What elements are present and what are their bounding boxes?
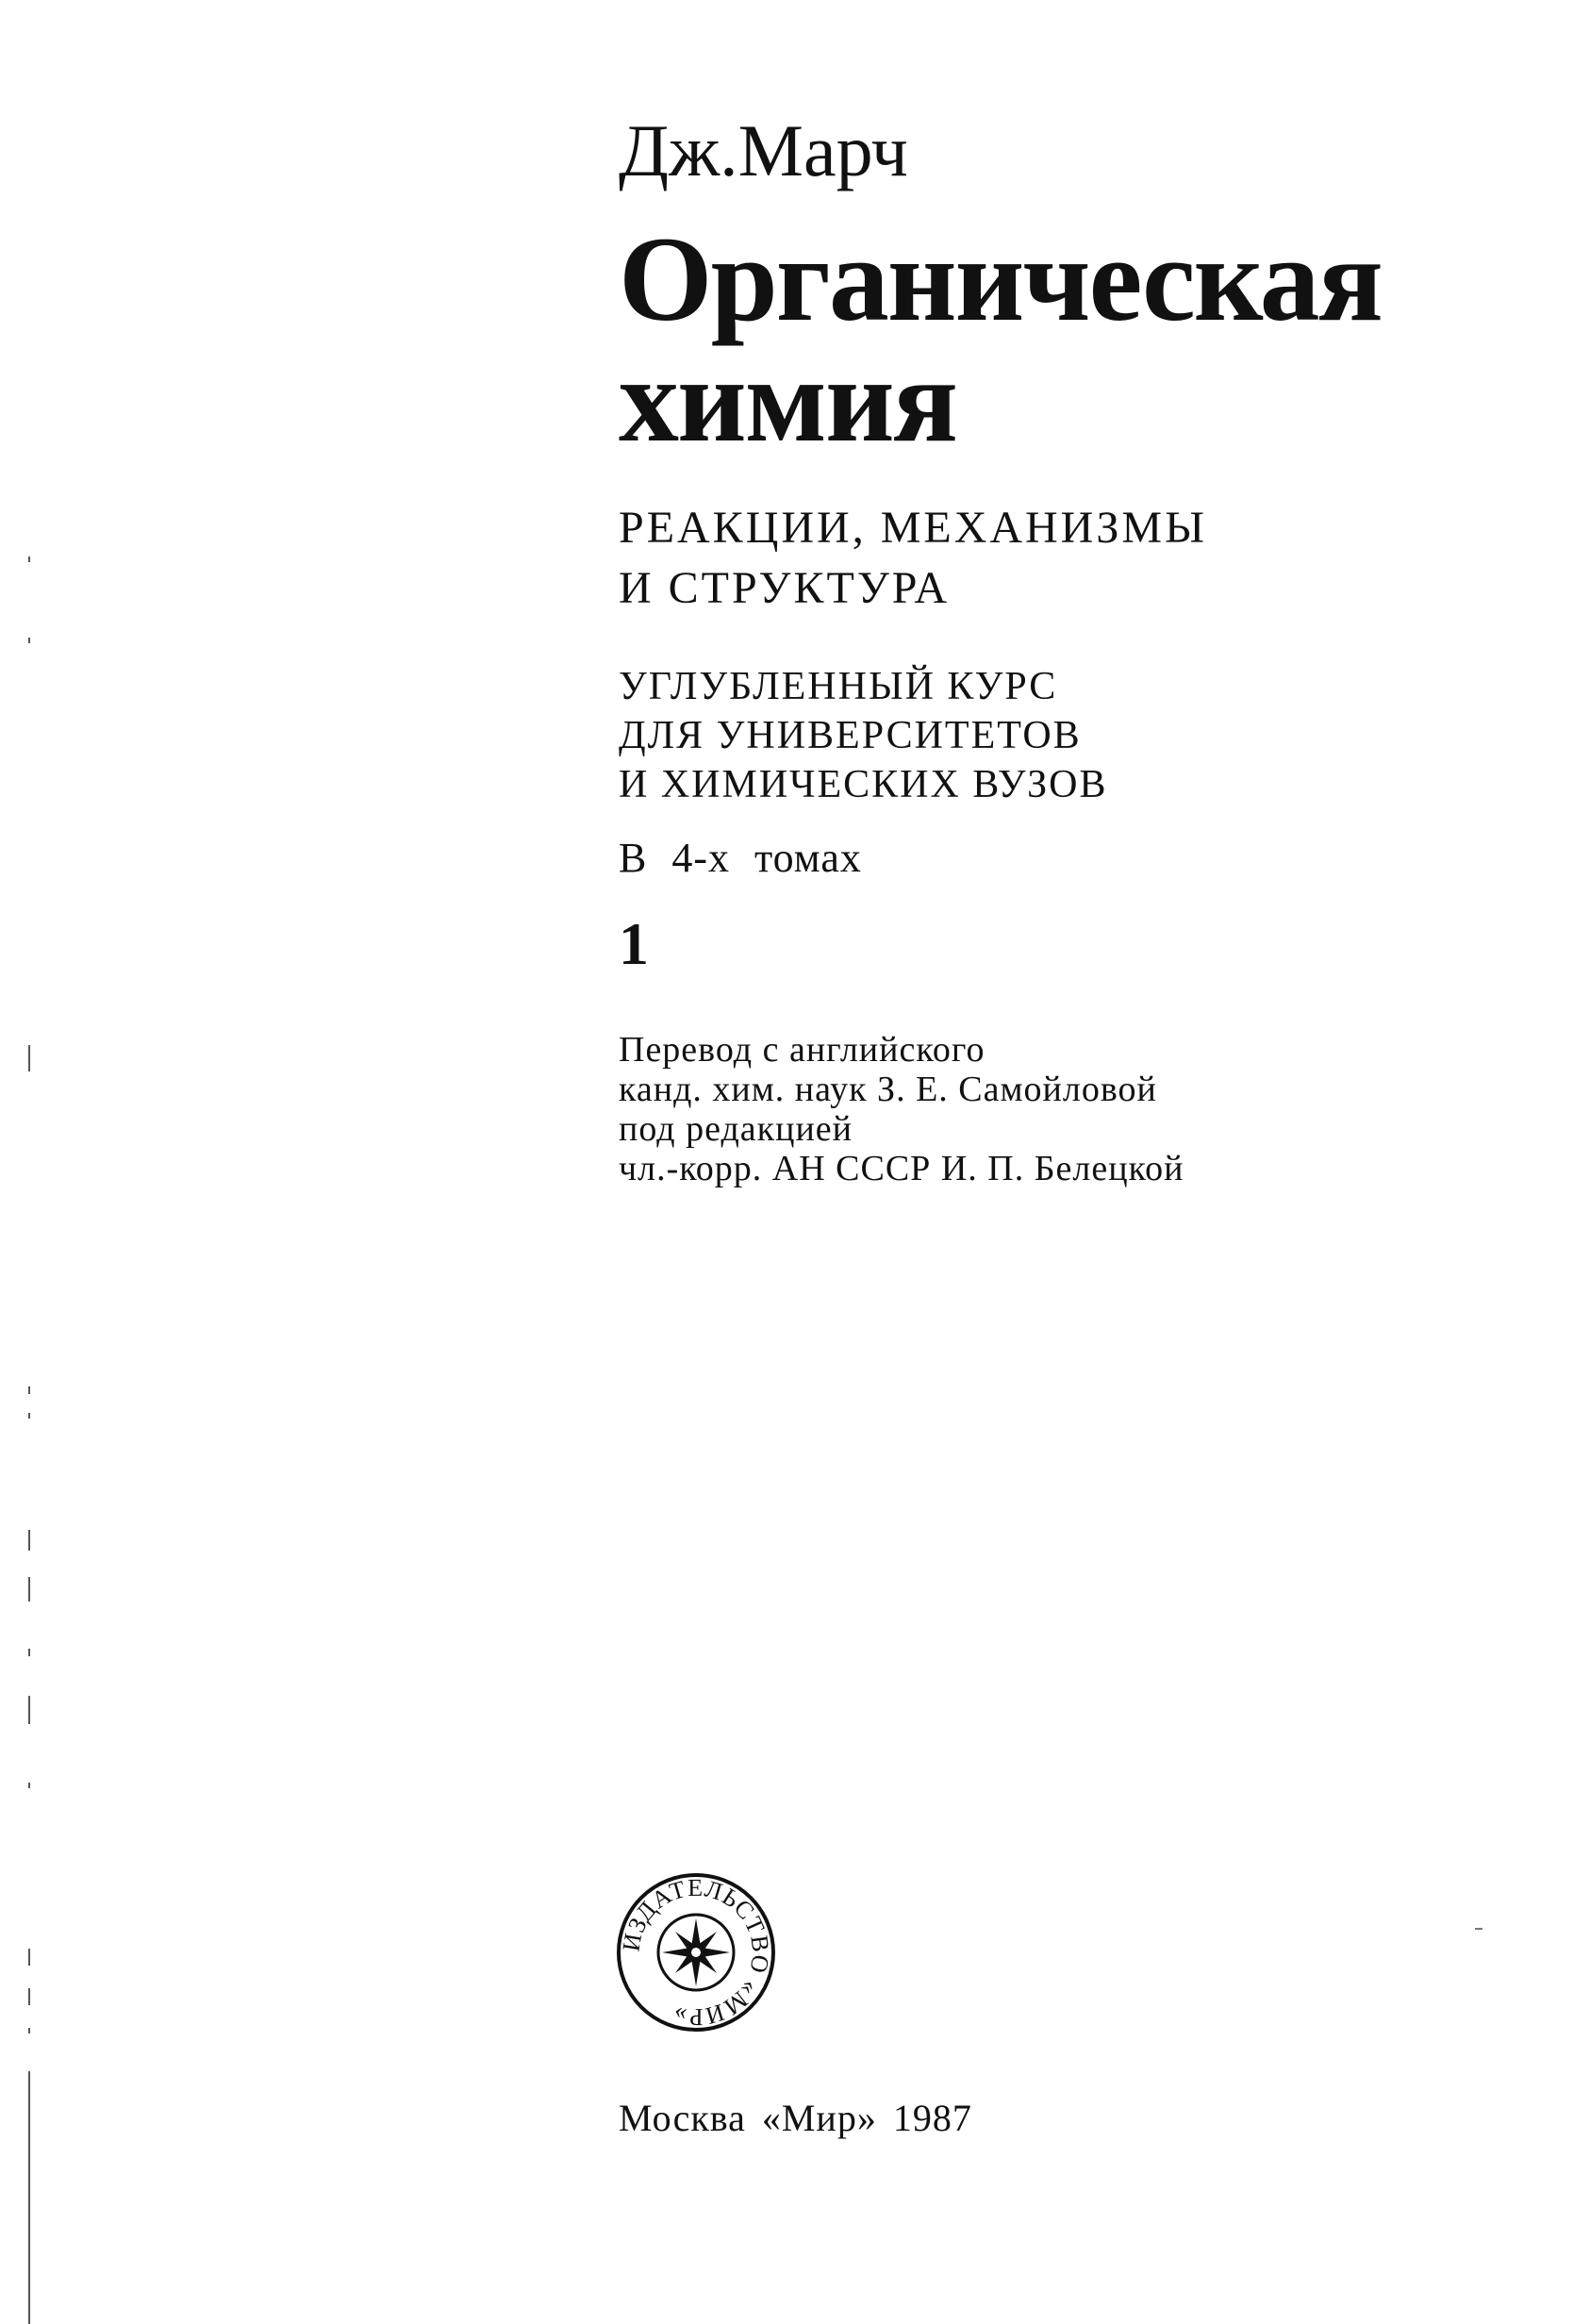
course-description bbox=[619, 662, 1108, 809]
book-title-line: химия bbox=[619, 333, 956, 467]
seal-text: ИЗДАТЕЛЬСТВО «МИР» bbox=[617, 1873, 775, 2032]
scan-mark bbox=[28, 1988, 30, 2005]
scan-mark bbox=[28, 1949, 30, 1966]
publisher-seal-icon bbox=[615, 1871, 777, 2034]
subtitle-line: РЕАКЦИИ, МЕХАНИЗМЫ bbox=[619, 503, 1207, 553]
scan-mark bbox=[28, 1045, 30, 1071]
scan-mark bbox=[28, 1413, 30, 1419]
translation-line: Перевод с английского bbox=[619, 1030, 985, 1070]
translation-line: чл.-корр. АН СССР И. П. Белецкой bbox=[619, 1149, 1184, 1188]
scan-mark bbox=[28, 1386, 30, 1394]
author-name: Дж.Марч bbox=[619, 109, 908, 191]
course-line: ДЛЯ УНИВЕРСИТЕТОВ bbox=[619, 714, 1082, 757]
scan-margin-marks bbox=[28, 0, 47, 2324]
translation-line: под редакцией bbox=[619, 1109, 853, 1149]
book-title-line: Органическая bbox=[619, 212, 1382, 346]
subtitle-line: И СТРУКТУРА bbox=[619, 563, 951, 613]
scan-mark bbox=[28, 1577, 30, 1602]
scan-mark bbox=[28, 1783, 30, 1788]
scan-mark bbox=[28, 1649, 30, 1656]
scan-mark bbox=[28, 2071, 30, 2324]
book-subtitle bbox=[619, 498, 1207, 619]
volumes-count: В 4-х томах bbox=[619, 835, 862, 881]
scan-mark bbox=[28, 1696, 30, 1724]
course-line: УГЛУБЛЕННЫЙ КУРС bbox=[619, 665, 1058, 708]
book-title bbox=[619, 212, 1382, 467]
volume-number: 1 bbox=[619, 910, 649, 977]
scan-mark bbox=[28, 556, 30, 562]
translation-credits bbox=[619, 1030, 1184, 1188]
scan-mark bbox=[28, 2028, 30, 2034]
publication-imprint: Москва «Мир» 1987 bbox=[619, 2097, 972, 2139]
scan-speck bbox=[1475, 1928, 1482, 1930]
translation-line: канд. хим. наук З. Е. Самойловой bbox=[619, 1070, 1157, 1109]
scan-mark bbox=[28, 638, 30, 643]
scan-mark bbox=[28, 1530, 30, 1551]
course-line: И ХИМИЧЕСКИХ ВУЗОВ bbox=[619, 763, 1108, 806]
